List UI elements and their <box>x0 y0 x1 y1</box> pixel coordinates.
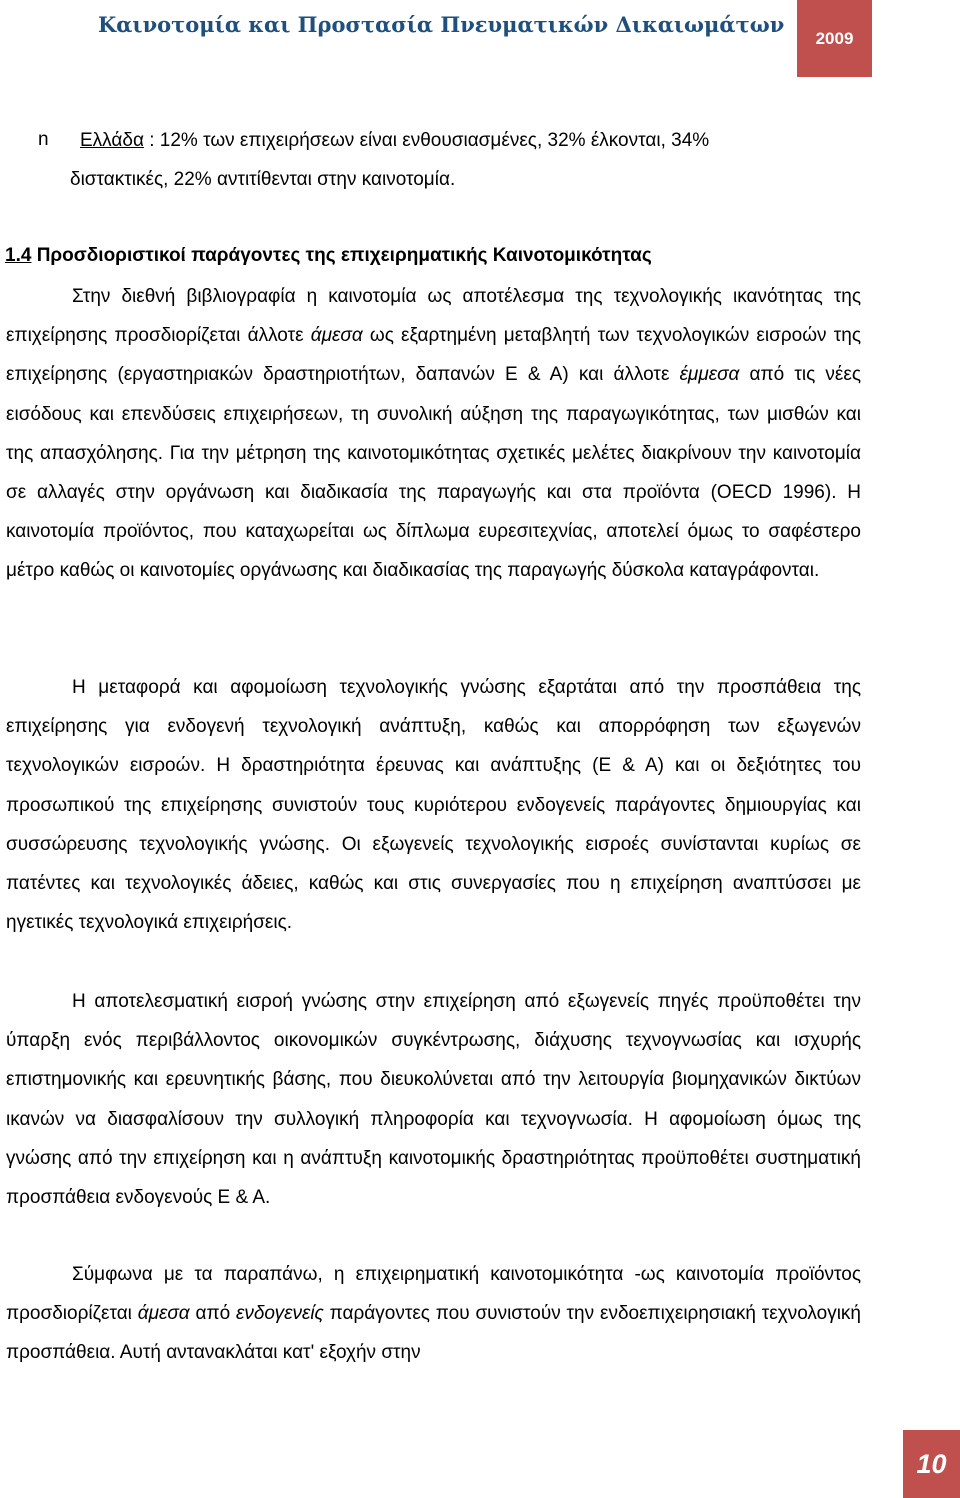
bullet-marker-icon: n <box>38 129 49 150</box>
paragraph-4-emphasis-a: άμεσα <box>137 1303 190 1325</box>
bullet-line-1 <box>80 121 709 160</box>
document-header-title: Καινοτομία και Προστασία Πνευματικών Δικαιωμάτων <box>98 12 785 37</box>
greece-link[interactable]: Ελλάδα <box>80 130 144 151</box>
paragraph-3: Η αποτελεσματική εισροή γνώσης στην επιχείρηση από εξωγενείς πηγές προϋποθέτει την ύπαρξη ενός περιβάλλοντος οικονομικών συγκέντρωσης, διάχυσης τεχνογνωσίας και ισχυρής επιστημονικής και ερευνητικής βάσης, που διευκολύνεται από την λειτουργία βιομηχανικών δικτύων ικανών να διασφαλίσουν την συλλογική πληροφορία και τεχνογνωσία. Η αφομοίωση όμως της γνώσης από την επιχείρηση και η ανάπτυξη καινοτομικής δραστηριότητας προϋποθέτει συστηματική προσπάθεια ενδογενούς Ε & Α. <box>6 991 861 1209</box>
paragraph-4-part-c: παράγοντες που συνιστούν την ενδοεπιχειρησιακή τεχνολογική προσπάθεια. Αυτή αντανακλάται κατ' εξοχήν στην <box>6 1303 861 1364</box>
paragraph-1-part-b: ως εξαρτημένη μεταβλητή των τεχνολογικών εισροών της επιχείρησης (εργαστηριακών δραστηριοτήτων, δαπανών Ε & Α) και άλλοτε <box>6 325 861 386</box>
page-number-badge: 10 <box>903 1430 960 1498</box>
section-title: Προσδιοριστικοί παράγοντες της επιχειρηματικής Καινοτομικότητας <box>31 245 652 266</box>
paragraph-1-part-a: Στην διεθνή βιβλιογραφία η καινοτομία ως αποτέλεσμα της τεχνολογικής ικανότητας της επιχείρησης προσδιορίζεται άλλοτε <box>6 286 861 347</box>
paragraph-4 <box>6 1255 861 1373</box>
paragraph-1-emphasis-b: έμμεσα <box>679 364 740 386</box>
bullet-line-2: διστακτικές, 22% αντιτίθενται στην καινοτομία. <box>70 169 456 190</box>
paragraph-1 <box>6 277 861 591</box>
paragraph-4-part-b: από <box>189 1303 236 1325</box>
section-number: 1.4 <box>5 245 32 266</box>
paragraph-2: Η μεταφορά και αφομοίωση τεχνολογικής γνώσης εξαρτάται από την προσπάθεια της επιχείρησης για ενδογενή τεχνολογική ανάπτυξη, καθώς και απορρόφηση των εξωγενών τεχνολογικών εισροών. Η δραστηριότητα έρευνας και ανάπτυξης (Ε & Α) και οι δεξιότητες του προσωπικού της επιχείρησης συνιστούν τους κυριότερου ενδογενείς παράγοντες δημιουργίας και συσσώρευσης τεχνολογικής γνώσης. Οι εξωγενείς τεχνολογικής εισροές συνίστανται κυρίως σε πατέντες και τεχνολογικές άδειες, καθώς και στις συνεργασίες που η επιχείρηση αναπτύσσει με ηγετικές τεχνολογικά επιχειρήσεις. <box>6 677 861 934</box>
paragraph-1-part-c: από τις νέες εισόδους και επενδύσεις επιχειρήσεων, τη συνολική αύξηση της παραγωγικότητας, των μισθών και της απασχόλησης. Για την μέτρηση της καινοτομικότητας σχετικές μελέτες διακρίνουν την καινοτομία σε αλλαγές στην οργάνωση και διαδικασία της παραγωγής και στα προϊόντα (OECD 1996). Η καινοτομία προϊόντος, που καταχωρείται ως δίπλωμα ευρεσιτεχνίας, αποτελεί όμως το σαφέστερο μέτρο καθώς οι καινοτομίες οργάνωσης και διαδικασίας της παραγωγής δύσκολα καταγράφονται. <box>6 364 861 582</box>
paragraph-4-emphasis-b: ενδογενείς <box>236 1303 324 1325</box>
paragraph-4-part-a: Σύμφωνα με τα παραπάνω, η επιχειρηματική καινοτομικότητα -ως καινοτομία προϊόντος προσδιορίζεται <box>6 1264 861 1325</box>
paragraph-1-emphasis-a: άμεσα <box>310 325 363 347</box>
header-year-badge: 2009 <box>797 0 872 77</box>
bullet-line-1-text: : 12% των επιχειρήσεων είναι ενθουσιασμένες, 32% έλκονται, 34% <box>143 130 710 151</box>
section-heading <box>5 240 652 272</box>
